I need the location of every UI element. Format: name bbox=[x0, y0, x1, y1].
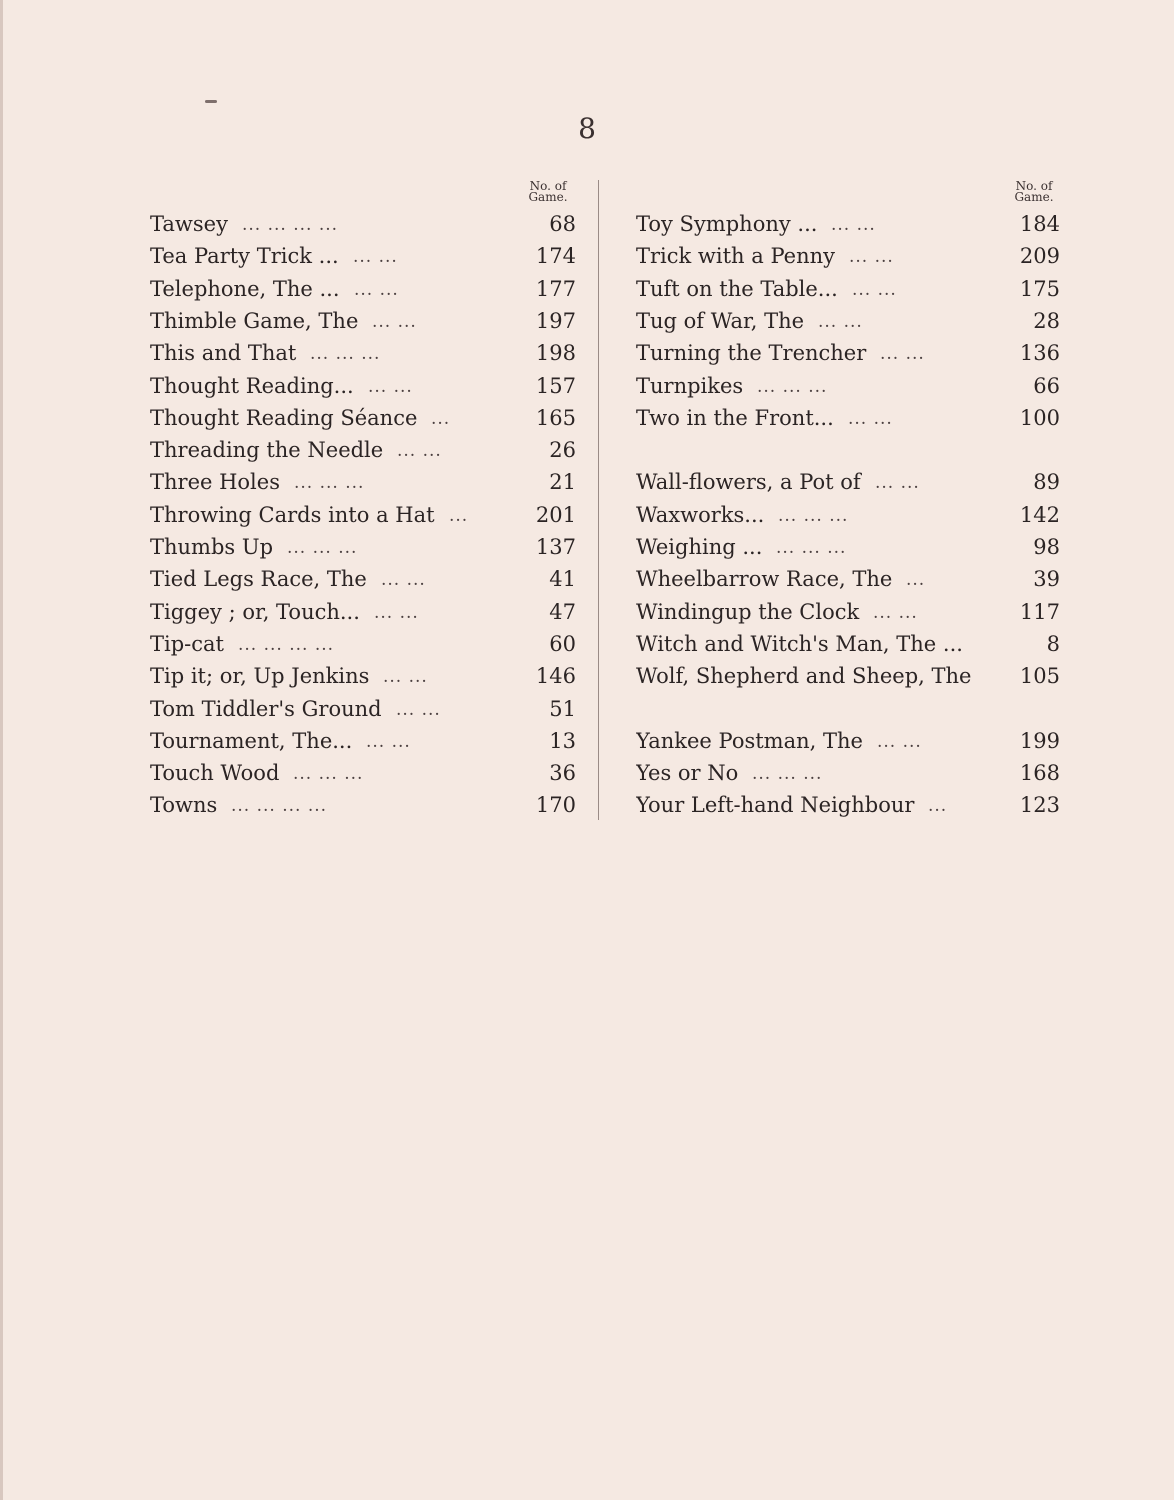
leader-dots: ... ... bbox=[849, 247, 894, 268]
game-number: 184 bbox=[1019, 212, 1060, 236]
entry-title: Windingup the Clock bbox=[636, 599, 860, 624]
entry-title: Waxworks... bbox=[636, 502, 765, 527]
game-number: 60 bbox=[549, 631, 576, 656]
index-entry bbox=[636, 499, 1064, 531]
index-entry bbox=[150, 466, 580, 498]
leader-dots: ... ... ... ... bbox=[238, 634, 335, 655]
leader-dots: ... ... ... bbox=[776, 538, 847, 558]
left-header-line1: No. of bbox=[529, 179, 567, 193]
index-entry bbox=[150, 499, 580, 531]
game-number: 175 bbox=[1019, 276, 1060, 301]
entry-title: Tiggey ; or, Touch... bbox=[150, 599, 360, 624]
index-entry bbox=[150, 434, 580, 466]
index-entry bbox=[636, 466, 1064, 498]
game-number: 105 bbox=[1019, 664, 1060, 689]
game-number: 41 bbox=[549, 567, 576, 592]
game-number: 136 bbox=[1019, 341, 1060, 366]
game-number: 209 bbox=[1019, 244, 1060, 269]
game-number: 51 bbox=[549, 696, 576, 721]
entry-title: Turning the Trencher bbox=[636, 341, 867, 366]
index-entry bbox=[150, 240, 580, 272]
game-number: 168 bbox=[1019, 761, 1060, 786]
leader-dots: ... ... bbox=[368, 376, 413, 397]
leader-dots: ... ... ... ... bbox=[231, 796, 328, 817]
leader-dots: ... ... ... ... bbox=[242, 215, 339, 235]
entry-title: Throwing Cards into a Hat bbox=[150, 502, 435, 527]
index-entry bbox=[636, 208, 1064, 240]
entry-title: Yankee Postman, The bbox=[636, 728, 863, 753]
index-entry bbox=[150, 208, 580, 240]
game-number: 68 bbox=[549, 212, 576, 236]
entry-title: Toy Symphony ... bbox=[636, 212, 818, 236]
index-entry bbox=[150, 402, 580, 434]
entry-title: Tip-cat bbox=[150, 631, 224, 656]
index-entry bbox=[150, 337, 580, 369]
index-entry bbox=[636, 240, 1064, 272]
entry-title: Wall-flowers, a Pot of bbox=[636, 470, 861, 495]
entry-title: Tournament, The... bbox=[150, 728, 353, 753]
leader-dots: ... ... bbox=[818, 311, 863, 332]
right-column-header bbox=[1004, 181, 1064, 203]
game-number: 8 bbox=[1046, 631, 1060, 656]
entry-title: Two in the Front... bbox=[636, 405, 834, 430]
leader-dots: ... ... bbox=[880, 344, 925, 365]
game-number: 157 bbox=[535, 373, 576, 398]
page-edge bbox=[0, 0, 3, 1500]
index-entry bbox=[636, 757, 1064, 789]
leader-dots: ... bbox=[449, 505, 469, 526]
game-number: 201 bbox=[535, 502, 576, 527]
index-entry bbox=[150, 305, 580, 337]
leader-dots: ... ... bbox=[383, 667, 428, 688]
left-header-line2: Game. bbox=[528, 190, 568, 204]
entry-title: Tom Tiddler's Ground bbox=[150, 696, 382, 721]
index-entry bbox=[636, 789, 1064, 821]
leader-dots: ... ... bbox=[372, 311, 417, 332]
leader-dots: ... bbox=[431, 408, 451, 429]
index-entry bbox=[636, 370, 1064, 402]
entry-title: Thought Reading... bbox=[150, 373, 354, 398]
index-entry bbox=[636, 725, 1064, 757]
game-number: 26 bbox=[549, 438, 576, 463]
ink-smudge bbox=[205, 100, 217, 103]
game-number: 146 bbox=[535, 664, 576, 689]
game-number: 137 bbox=[535, 535, 576, 559]
index-entry bbox=[636, 628, 1064, 660]
game-number: 177 bbox=[535, 276, 576, 301]
index-entry bbox=[636, 563, 1064, 595]
leader-dots: ... ... bbox=[396, 699, 441, 720]
entry-title: Weighing ... bbox=[636, 535, 763, 559]
game-number: 47 bbox=[549, 599, 576, 624]
right-header-line1: No. of bbox=[1015, 179, 1053, 193]
leader-dots: ... bbox=[928, 796, 948, 817]
entry-title: Towns bbox=[150, 793, 218, 818]
game-number: 13 bbox=[549, 728, 576, 753]
leader-dots: ... ... bbox=[875, 473, 920, 494]
entry-title: This and That bbox=[150, 341, 297, 366]
entry-title: Tawsey bbox=[150, 212, 228, 236]
leader-dots: ... ... bbox=[831, 215, 876, 235]
index-entry bbox=[636, 337, 1064, 369]
index-entry bbox=[150, 596, 580, 628]
game-number: 165 bbox=[535, 405, 576, 430]
leader-dots: ... ... bbox=[848, 408, 893, 429]
game-number: 142 bbox=[1019, 502, 1060, 527]
entry-title: Yes or No bbox=[636, 761, 739, 786]
entry-title: Touch Wood bbox=[150, 761, 280, 786]
right-header-line2: Game. bbox=[1014, 190, 1054, 204]
entry-title: Tuft on the Table... bbox=[636, 276, 838, 301]
index-entry bbox=[636, 531, 1064, 563]
entry-title: Wheelbarrow Race, The bbox=[636, 567, 893, 592]
leader-dots: ... ... ... bbox=[778, 505, 849, 526]
game-number: 39 bbox=[1033, 567, 1060, 592]
game-number: 199 bbox=[1019, 728, 1060, 753]
leader-dots: ... ... bbox=[381, 570, 426, 591]
game-number: 174 bbox=[535, 244, 576, 269]
entry-title: Telephone, The ... bbox=[150, 276, 340, 301]
index-entry bbox=[150, 757, 580, 789]
game-number: 123 bbox=[1019, 793, 1060, 818]
game-number: 21 bbox=[549, 470, 576, 495]
index-entry bbox=[150, 370, 580, 402]
entry-title: Tug of War, The bbox=[636, 308, 805, 333]
game-number: 89 bbox=[1033, 470, 1060, 495]
index-entry bbox=[636, 596, 1064, 628]
index-entry bbox=[150, 789, 580, 821]
entry-title: Witch and Witch's Man, The ... bbox=[636, 631, 963, 656]
entry-title: Wolf, Shepherd and Sheep, The bbox=[636, 664, 972, 689]
leader-dots: ... ... bbox=[354, 279, 399, 300]
entry-title: Turnpikes bbox=[636, 373, 744, 398]
index-entry bbox=[636, 273, 1064, 305]
leader-dots: ... ... bbox=[353, 247, 398, 268]
leader-dots: ... ... bbox=[374, 602, 419, 623]
column-divider bbox=[598, 180, 599, 820]
entry-title: Trick with a Penny bbox=[636, 244, 835, 269]
entry-title: Three Holes bbox=[150, 470, 280, 495]
leader-dots: ... ... ... bbox=[293, 764, 364, 785]
game-number: 170 bbox=[535, 793, 576, 818]
page-number: 8 bbox=[578, 112, 596, 145]
index-entry bbox=[150, 273, 580, 305]
entry-title: Thought Reading Séance bbox=[150, 405, 418, 430]
leader-dots: ... ... ... bbox=[294, 473, 365, 494]
index-entry bbox=[636, 693, 1064, 725]
leader-dots: ... ... bbox=[877, 731, 922, 752]
game-number: 98 bbox=[1033, 535, 1060, 559]
leader-dots: ... ... bbox=[873, 602, 918, 623]
leader-dots: ... ... ... bbox=[757, 376, 828, 397]
entry-title: Thimble Game, The bbox=[150, 308, 359, 333]
game-number: 197 bbox=[535, 308, 576, 333]
index-entry bbox=[636, 660, 1064, 692]
game-number: 117 bbox=[1019, 599, 1060, 624]
entry-title: Threading the Needle bbox=[150, 438, 384, 463]
game-number: 36 bbox=[549, 761, 576, 786]
leader-dots: ... ... bbox=[397, 441, 442, 462]
left-column-header bbox=[518, 181, 578, 203]
index-entry bbox=[150, 628, 580, 660]
entry-title: Tea Party Trick ... bbox=[150, 244, 339, 269]
game-number: 198 bbox=[535, 341, 576, 366]
entry-title: Tip it; or, Up Jenkins bbox=[150, 664, 370, 689]
leader-dots: ... ... ... bbox=[752, 764, 823, 785]
leader-dots: ... ... ... bbox=[310, 344, 381, 365]
game-number: 66 bbox=[1033, 373, 1060, 398]
index-entry bbox=[150, 531, 580, 563]
leader-dots: ... bbox=[906, 570, 926, 591]
index-entry bbox=[636, 402, 1064, 434]
game-number: 100 bbox=[1019, 405, 1060, 430]
index-entry bbox=[150, 725, 580, 757]
index-entry bbox=[150, 693, 580, 725]
game-number: 28 bbox=[1033, 308, 1060, 333]
entry-title: Your Left-hand Neighbour bbox=[636, 793, 915, 818]
index-entry bbox=[150, 563, 580, 595]
entry-title: Tied Legs Race, The bbox=[150, 567, 367, 592]
index-entry bbox=[636, 434, 1064, 466]
index-entry bbox=[150, 660, 580, 692]
leader-dots: ... ... bbox=[852, 279, 897, 300]
leader-dots: ... ... bbox=[366, 731, 411, 752]
index-entry bbox=[636, 305, 1064, 337]
entry-title: Thumbs Up bbox=[150, 535, 274, 559]
leader-dots: ... ... ... bbox=[287, 538, 358, 558]
